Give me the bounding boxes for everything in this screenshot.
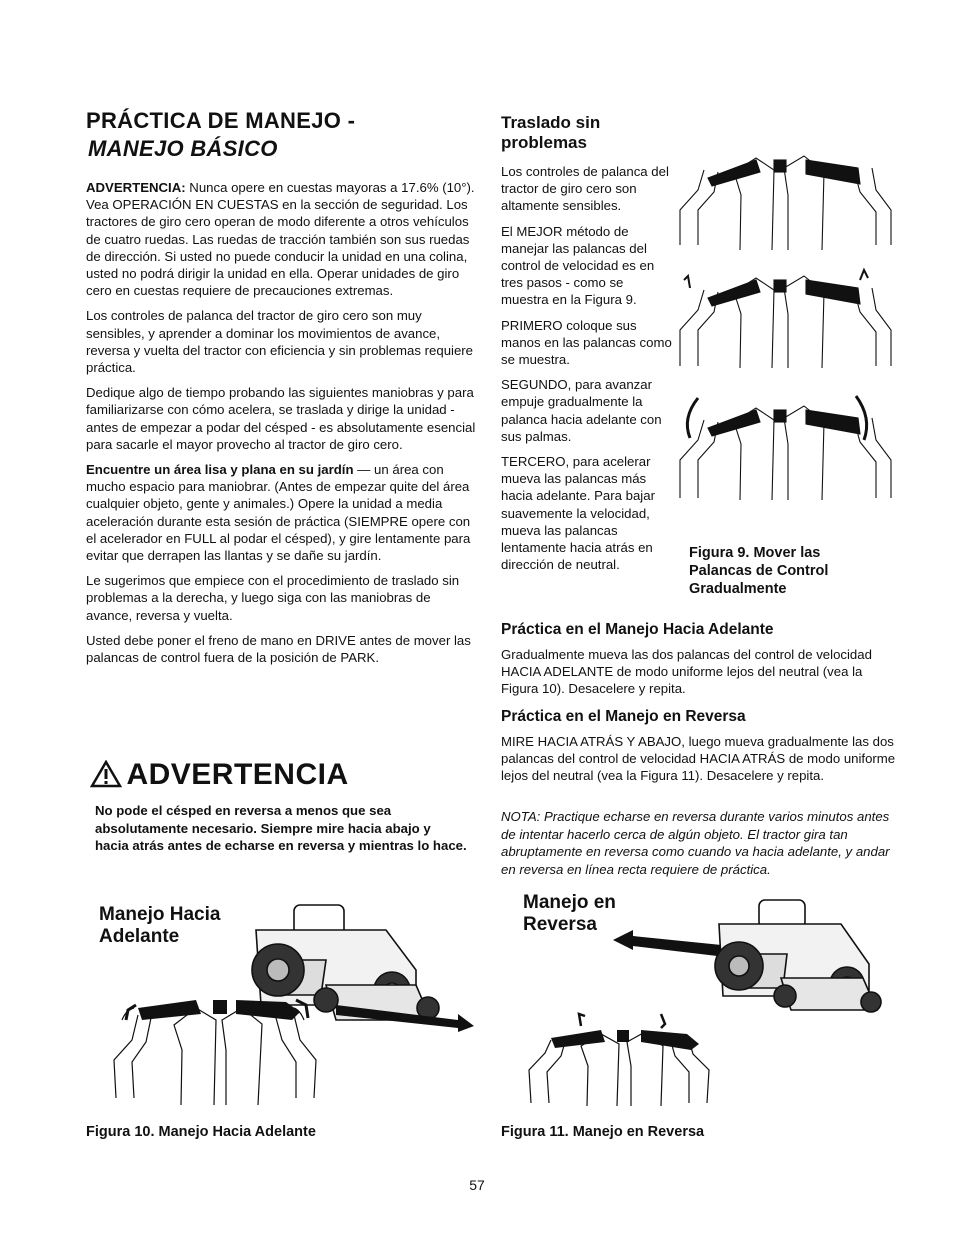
fig9-step3 [680,396,891,500]
warning-body: No pode el césped en reversa a menos que sea absolutamente necesario. Siempre mire hacia abajo y hacia atrás antes de echarse en reversa y mientras lo hace. [95,803,467,853]
note-label: NOTA: [501,809,541,824]
paragraph-third-step: TERCERO, para acelerar mueva las palancas más hacia adelante. Para bajar suavemente la velocidad, mueva las palancas lentamente hacia atrás en dirección de neutral. [501,454,655,573]
paragraph-first-step: PRIMERO coloque sus manos en las palancas como se muestra. [501,317,672,368]
figure-10 [86,890,478,1110]
heading-reverse-practice: Práctica en el Manejo en Reversa [501,708,746,725]
reverse-tractor-illustration [501,888,897,1110]
paragraph-forward-practice: Gradualmente mueva las dos palancas del control de velocidad HACIA ADELANTE de modo uniforme lejos del neutral (vea la Figura 10). Desacelere y repita. [501,647,872,697]
paragraph-best-method: El MEJOR método de manejar las palancas del control de velocidad es en tres pasos - como se muestra en la Figura 9. [501,223,655,308]
paragraph-sensitivity: Los controles de palanca del tractor de giro cero son muy sensibles, y aprender a dominar los movimientos de avance, reversa y vuelta del tractor con eficiencia y sin problemas requiere práctica. [86,308,474,376]
paragraph-second-step: SEGUNDO, para avanzar empuje gradualmente la palanca hacia adelante con sus palmas. [501,377,662,444]
section-title [86,108,355,162]
paragraph-reverse-practice: MIRE HACIA ATRÁS Y ABAJO, luego mueva gradualmente las dos palancas del control de velocidad HACIA ATRÁS de modo uniforme lejos del neutral (vea la Figura 11). Desacelere y repita. [501,734,896,784]
paragraph-flat-area: Encuentre un área lisa y plana en su jardín — un área con mucho espacio para maniobrar. (Antes de empezar quite del área cualquier objeto, gente y animales.) Opere la unidad a media aceleración durante esta sesión de práctica (SIEMPRE opere con el acelerador en FULL al podar el césped), y gire lentamente para evitar que derrapen las llantas y se dañe su jardín. [86,462,471,564]
figure-11 [501,888,897,1110]
paragraph-warning-slopes: ADVERTENCIA: Nunca opere en cuestas mayoras a 17.6% (10°). Vea OPERACIÓN EN CUESTAS en la sección de seguridad. Los tractores de giro cero operan de modo diferente a otros vehículos de cuatro ruedas. Las ruedas de tracción también son sus ruedas de dirección. Si usted no puede conducir la unidad en una colina, usted no podrá dirigir la unidad en ella. Operar unidades de giro cero en cuestas requiere de precauciones extremas. [86,180,475,299]
page-number: 57 [469,1177,485,1193]
fig10-caption: Figura 10. Manejo Hacia Adelante [86,1124,316,1140]
title-line-2: MANEJO BÁSICO [88,136,278,161]
figure-9-lever-illustrations [676,150,896,540]
paragraph-brake: Usted debe poner el freno de mano en DRIVE antes de mover las palancas de control fuera de la posición de PARK. [86,632,471,666]
heading-forward-practice: Práctica en el Manejo Hacia Adelante [501,621,774,638]
right-column-steps [501,163,673,581]
fig9-step2 [680,270,891,368]
warning-triangle-icon [90,760,122,788]
heading-smooth-travel: Traslado sin problemas [501,113,601,152]
fig9-step1 [680,156,891,250]
title-line-1: PRÁCTICA DE MANEJO - [86,108,356,133]
paragraph-sensitive-levers: Los controles de palanca del tractor de giro cero son altamente sensibles. [501,164,669,214]
left-column-text [86,179,478,674]
fig10-label: Manejo Hacia Adelante [99,904,221,947]
warning-title: ADVERTENCIA [126,758,349,791]
paragraph-suggestion: Le sugerimos que empiece con el procedimiento de traslado sin problemas a la derecha, y luego siga con las maniobras de avance, reversa y vuelta. [86,573,460,623]
fig9-caption: Figura 9. Mover las Palancas de Control Gradualmente [689,545,829,597]
fig11-caption: Figura 11. Manejo en Reversa [501,1124,705,1140]
note-text: Practique echarse en reversa durante varios minutos antes de intentar hacerlo cerca de algún objeto. El tractor gira tan abruptamente en reversa como cuando va hacia adelante, y andar en reversa en línea recta requiere de práctica. [501,809,890,877]
fig11-label: Manejo en Reversa [523,892,616,935]
forward-tractor-illustration [86,890,478,1110]
warning-heading [90,758,349,792]
note [501,808,897,878]
paragraph-practice: Dedique algo de tiempo probando las siguientes maniobras y para familiarizarse con cómo acelera, se traslada y dirige la unidad - antes de empezar a podar del césped - es absolutamente esencial para sacarle el mayor provecho al tractor de giro cero. [86,385,476,452]
